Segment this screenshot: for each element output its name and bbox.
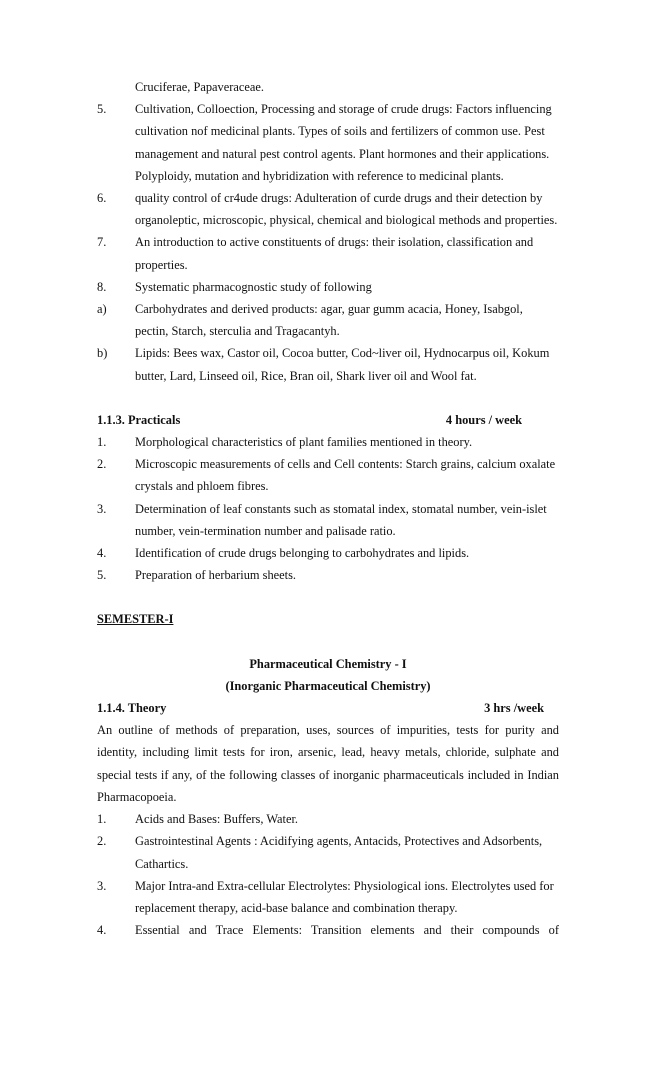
list-item <box>97 564 559 586</box>
list-item <box>97 276 559 298</box>
item-number: 1. <box>97 435 107 450</box>
list-item <box>97 231 559 275</box>
list-item <box>97 298 559 342</box>
practicals-heading-row <box>97 409 559 431</box>
list-item <box>97 830 559 874</box>
list-item <box>97 453 559 497</box>
list-item <box>97 98 559 187</box>
list-item <box>97 342 559 386</box>
item-text: Determination of leaf constants such as stomatal index, stomatal number, vein-islet number, vein-termination number and palisade ratio. <box>135 501 547 538</box>
semester-heading: SEMESTER-I <box>97 612 174 627</box>
item-text: Cultivation, Colloection, Processing and storage of crude drugs: Factors influencing cultivation nof medicinal plants. Types of soils and fertilizers of common use. Pest management and natural pest control agents. Plant hormones and their applications. Polyploidy, mutation and hybridization with reference to medicinal plants. <box>135 102 552 183</box>
chemistry-theory-list <box>97 808 559 941</box>
list-item <box>97 498 559 542</box>
list-item <box>97 187 559 231</box>
list-item <box>97 875 559 919</box>
theory-list <box>97 98 559 387</box>
item-number: 1. <box>97 812 107 827</box>
subject-subtitle: (Inorganic Pharmaceutical Chemistry) <box>225 678 431 693</box>
theory-intro: An outline of methods of preparation, uses, sources of impurities, tests for purity and identity, including limit tests for iron, arsenic, lead, heavy metals, chloride, sulphate and special tests if any, of the following classes of inorganic pharmaceuticals included in Indian Pharmacopoeia. <box>97 723 559 804</box>
item-number: 4. <box>97 546 107 561</box>
list-item <box>97 808 559 830</box>
item-number: 8. <box>97 279 107 294</box>
item-text: Microscopic measurements of cells and Cell contents: Starch grains, calcium oxalate crystals and phloem fibres. <box>135 457 556 494</box>
item-text: Acids and Bases: Buffers, Water. <box>135 812 299 827</box>
item-text: Carbohydrates and derived products: agar, guar gumm acacia, Honey, Isabgol, pectin, Starch, sterculia and Tragacantyh. <box>135 302 523 339</box>
continuation-line: Cruciferae, Papaveraceae. <box>135 80 264 94</box>
theory-hours: 3 hrs /week <box>484 701 544 716</box>
practicals-hours: 4 hours / week <box>445 412 522 427</box>
item-number: 4. <box>97 923 107 938</box>
item-number: 5. <box>97 568 107 583</box>
item-number: 6. <box>97 191 107 206</box>
list-item <box>97 542 559 564</box>
item-number: 3. <box>97 501 107 516</box>
item-number: 3. <box>97 878 107 893</box>
item-text: Identification of crude drugs belonging to carbohydrates and lipids. <box>135 546 470 561</box>
item-text: Morphological characteristics of plant families mentioned in theory. <box>135 435 473 450</box>
item-number: a) <box>97 302 107 317</box>
subject-title: Pharmaceutical Chemistry - I <box>249 656 407 671</box>
item-number: 2. <box>97 834 107 849</box>
item-number: 2. <box>97 457 107 472</box>
item-text: An introduction to active constituents of drugs: their isolation, classification and properties. <box>135 235 534 272</box>
theory-heading-row <box>97 697 559 719</box>
item-text: Gastrointestinal Agents : Acidifying agents, Antacids, Protectives and Adsorbents, Cathartics. <box>135 834 543 871</box>
item-number: 7. <box>97 235 107 250</box>
theory-heading: 1.1.4. Theory <box>97 701 167 716</box>
item-text: Systematic pharmacognostic study of following <box>135 279 372 294</box>
item-text: quality control of cr4ude drugs: Adulteration of curde drugs and their detection by organoleptic, microscopic, physical, chemical and biological methods and properties. <box>135 191 558 228</box>
practicals-list <box>97 431 559 586</box>
item-number: b) <box>97 346 108 361</box>
item-text: Preparation of herbarium sheets. <box>135 568 297 583</box>
practicals-heading: 1.1.3. Practicals <box>97 412 181 427</box>
list-item <box>97 431 559 453</box>
item-text: Essential and Trace Elements: Transition elements and their compounds of <box>135 923 559 938</box>
document-page <box>97 76 559 941</box>
item-text: Major Intra-and Extra-cellular Electrolytes: Physiological ions. Electrolytes used for replacement therapy, acid-base balance and combination therapy. <box>135 878 554 915</box>
list-item <box>97 919 559 941</box>
item-text: Lipids: Bees wax, Castor oil, Cocoa butter, Cod~liver oil, Hydnocarpus oil, Kokum butter, Lard, Linseed oil, Rice, Bran oil, Shark liver oil and Wool fat. <box>135 346 550 383</box>
item-number: 5. <box>97 102 107 117</box>
